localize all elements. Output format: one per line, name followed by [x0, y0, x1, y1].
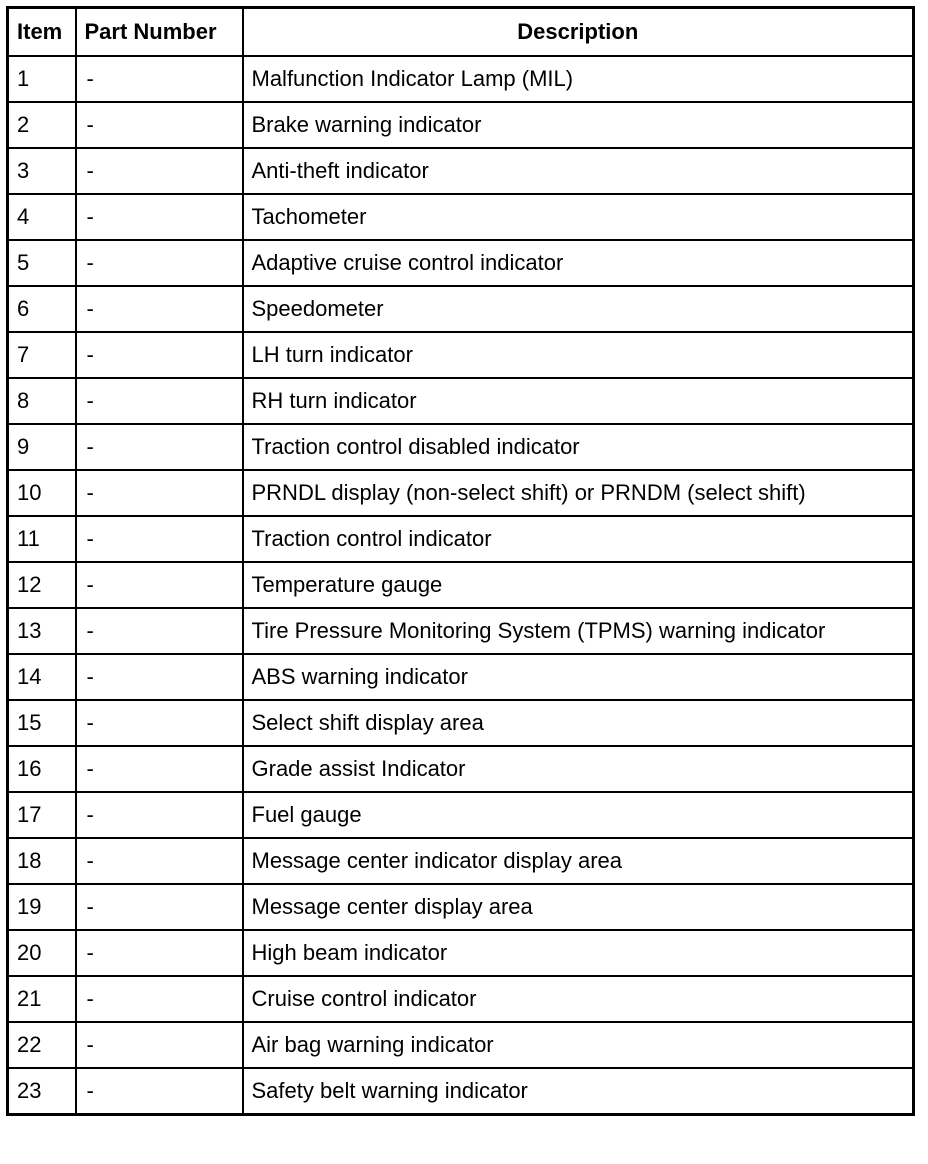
item-cell: 17 — [8, 792, 76, 838]
item-cell: 3 — [8, 148, 76, 194]
table-row — [8, 700, 914, 746]
part-number-cell: - — [76, 286, 243, 332]
table-row — [8, 930, 914, 976]
item-cell: 16 — [8, 746, 76, 792]
part-number-cell: - — [76, 470, 243, 516]
description-cell: Adaptive cruise control indicator — [243, 240, 914, 286]
part-number-cell: - — [76, 194, 243, 240]
part-number-cell: - — [76, 930, 243, 976]
item-cell: 2 — [8, 102, 76, 148]
table-row — [8, 976, 914, 1022]
description-cell: PRNDL display (non-select shift) or PRNDM (select shift) — [243, 470, 914, 516]
description-cell: Cruise control indicator — [243, 976, 914, 1022]
part-number-cell: - — [76, 608, 243, 654]
description-cell: Traction control disabled indicator — [243, 424, 914, 470]
table-body — [8, 56, 914, 1115]
item-cell: 1 — [8, 56, 76, 102]
item-cell: 9 — [8, 424, 76, 470]
part-number-cell: - — [76, 424, 243, 470]
table-row — [8, 792, 914, 838]
description-cell: Message center display area — [243, 884, 914, 930]
item-cell: 13 — [8, 608, 76, 654]
item-cell: 19 — [8, 884, 76, 930]
part-number-cell: - — [76, 838, 243, 884]
parts-table — [6, 6, 915, 1116]
part-number-cell: - — [76, 332, 243, 378]
table-row — [8, 424, 914, 470]
part-number-cell: - — [76, 976, 243, 1022]
header-part-number: Part Number — [76, 8, 243, 57]
description-cell: Temperature gauge — [243, 562, 914, 608]
description-cell: Brake warning indicator — [243, 102, 914, 148]
item-cell: 14 — [8, 654, 76, 700]
description-cell: Grade assist Indicator — [243, 746, 914, 792]
item-cell: 10 — [8, 470, 76, 516]
table-row — [8, 470, 914, 516]
description-cell: Tachometer — [243, 194, 914, 240]
item-cell: 12 — [8, 562, 76, 608]
table-row — [8, 194, 914, 240]
table-header — [8, 8, 914, 57]
part-number-cell: - — [76, 102, 243, 148]
table-row — [8, 148, 914, 194]
table-row — [8, 838, 914, 884]
description-cell: RH turn indicator — [243, 378, 914, 424]
item-cell: 20 — [8, 930, 76, 976]
part-number-cell: - — [76, 148, 243, 194]
description-cell: Message center indicator display area — [243, 838, 914, 884]
item-cell: 8 — [8, 378, 76, 424]
description-cell: Select shift display area — [243, 700, 914, 746]
description-cell: Anti-theft indicator — [243, 148, 914, 194]
item-cell: 18 — [8, 838, 76, 884]
item-cell: 15 — [8, 700, 76, 746]
part-number-cell: - — [76, 1022, 243, 1068]
item-cell: 6 — [8, 286, 76, 332]
part-number-cell: - — [76, 56, 243, 102]
table-row — [8, 240, 914, 286]
description-cell: LH turn indicator — [243, 332, 914, 378]
description-cell: Speedometer — [243, 286, 914, 332]
item-cell: 4 — [8, 194, 76, 240]
description-cell: Malfunction Indicator Lamp (MIL) — [243, 56, 914, 102]
table-row — [8, 1022, 914, 1068]
description-cell: Fuel gauge — [243, 792, 914, 838]
item-cell: 11 — [8, 516, 76, 562]
item-cell: 5 — [8, 240, 76, 286]
part-number-cell: - — [76, 884, 243, 930]
description-cell: ABS warning indicator — [243, 654, 914, 700]
table-row — [8, 654, 914, 700]
header-row — [8, 8, 914, 57]
part-number-cell: - — [76, 700, 243, 746]
part-number-cell: - — [76, 746, 243, 792]
item-cell: 23 — [8, 1068, 76, 1115]
part-number-cell: - — [76, 240, 243, 286]
table-row — [8, 884, 914, 930]
table-row — [8, 102, 914, 148]
description-cell: Air bag warning indicator — [243, 1022, 914, 1068]
header-description: Description — [243, 8, 914, 57]
description-cell: Traction control indicator — [243, 516, 914, 562]
table-row — [8, 1068, 914, 1115]
header-item: Item — [8, 8, 76, 57]
table-row — [8, 332, 914, 378]
table-row — [8, 56, 914, 102]
part-number-cell: - — [76, 1068, 243, 1115]
item-cell: 7 — [8, 332, 76, 378]
table-row — [8, 746, 914, 792]
item-cell: 21 — [8, 976, 76, 1022]
description-cell: Tire Pressure Monitoring System (TPMS) warning indicator — [243, 608, 914, 654]
part-number-cell: - — [76, 562, 243, 608]
table-row — [8, 378, 914, 424]
table-row — [8, 516, 914, 562]
description-cell: High beam indicator — [243, 930, 914, 976]
part-number-cell: - — [76, 378, 243, 424]
table-row — [8, 608, 914, 654]
table-row — [8, 562, 914, 608]
description-cell: Safety belt warning indicator — [243, 1068, 914, 1115]
part-number-cell: - — [76, 654, 243, 700]
table-row — [8, 286, 914, 332]
part-number-cell: - — [76, 792, 243, 838]
item-cell: 22 — [8, 1022, 76, 1068]
part-number-cell: - — [76, 516, 243, 562]
